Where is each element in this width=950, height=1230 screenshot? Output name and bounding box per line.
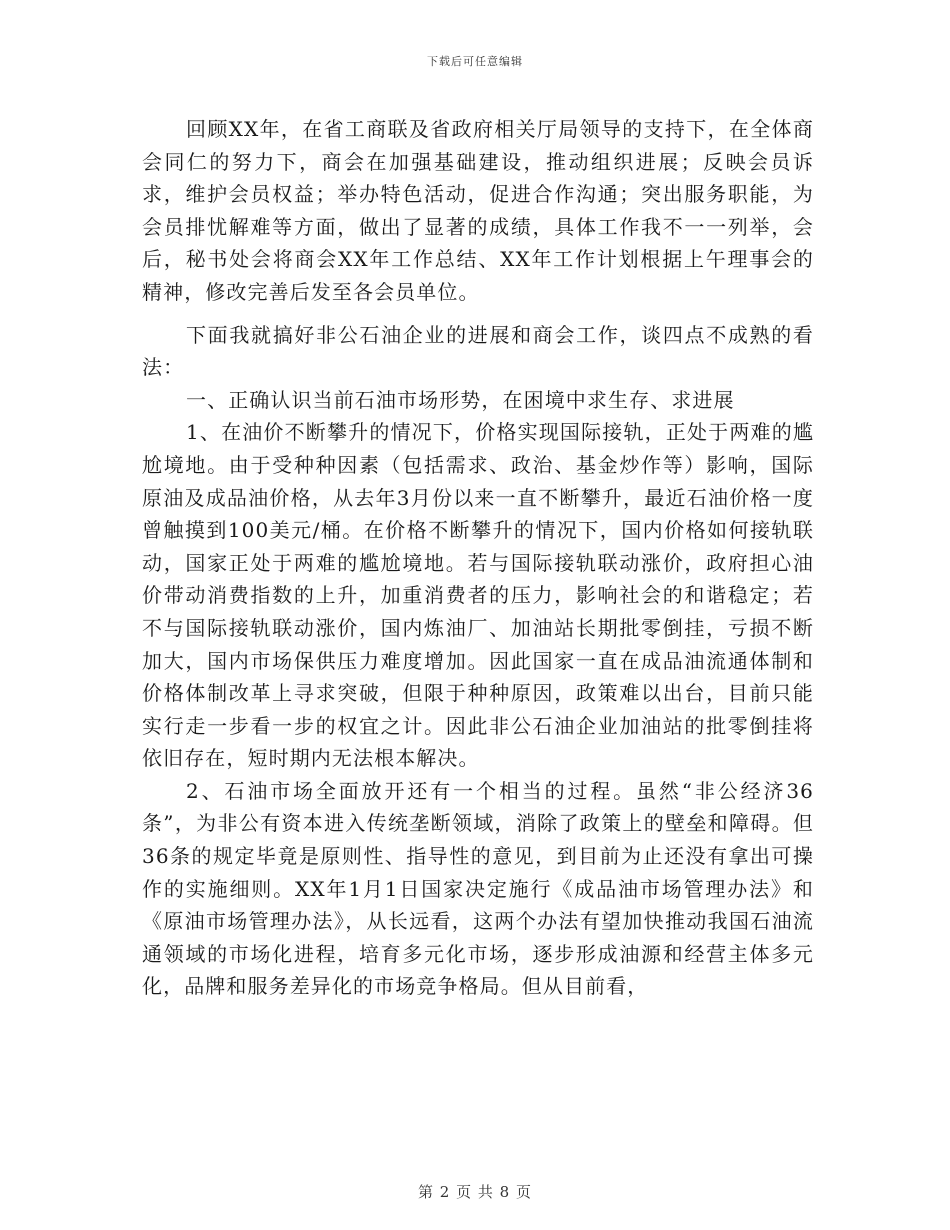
- document-body: [142, 113, 814, 1003]
- page-footer: [0, 1181, 950, 1202]
- paragraph-point-2: 2、石油市场全面放开还有一个相当的过程。虽然“非公经济36条”，为非公有资本进入传统垄断领域，消除了政策上的壁垒和障碍。但36条的规定毕竟是原则性、指导性的意见，到目前为止还没有拿出可操作的实施细则。XX年1月1日国家决定施行《成品油市场管理办法》和《原油市场管理办法》，从长远看，这两个办法有望加快推动我国石油流通领域的市场化进程，培育多元化市场，逐步形成油源和经营主体多元化，品牌和服务差异化的市场竞争格局。但从目前看，: [142, 778, 814, 999]
- section-heading-one: 一、正确认识当前石油市场形势，在困境中求生存、求进展: [186, 387, 735, 412]
- page-header-note: 下载后可任意编辑: [427, 55, 523, 68]
- paragraph-review: 回顾XX年，在省工商联及省政府相关厅局领导的支持下，在全体商会同仁的努力下，商会在加强基础建设，推动组织进展；反映会员诉求，维护会员权益；举办特色活动，促进合作沟通；突出服务职能，为会员排忧解难等方面，做出了显著的成绩，具体工作我不一一列举，会后，秘书处会将商会XX年工作总结、XX年工作计划根据上午理事会的精神，修改完善后发至各会员单位。: [142, 117, 814, 304]
- page-number: 第 2 页 共 8 页: [418, 1183, 532, 1201]
- paragraph-point-1: 1、在油价不断攀升的情况下，价格实现国际接轨，正处于两难的尴尬境地。由于受种种因素（包括需求、政治、基金炒作等）影响，国际原油及成品油价格，从去年3月份以来一直不断攀升，最近石油价格一度曾触摸到100美元/桶。在价格不断攀升的情况下，国内价格如何接轨联动，国家正处于两难的尴尬境地。若与国际接轨联动涨价，政府担心油价带动消费指数的上升，加重消费者的压力，影响社会的和谐稳定；若不与国际接轨联动涨价，国内炼油厂、加油站长期批零倒挂，亏损不断加大，国内市场保供压力难度增加。因此国家一直在成品油流通体制和价格体制改革上寻求突破，但限于种种原因，政策难以出台，目前只能实行走一步看一步的权宜之计。因此非公石油企业加油站的批零倒挂将依旧存在，短时期内无法根本解决。: [142, 420, 814, 771]
- paragraph-opinions-intro: 下面我就搞好非公石油企业的进展和商会工作，谈四点不成熟的看法：: [142, 322, 814, 380]
